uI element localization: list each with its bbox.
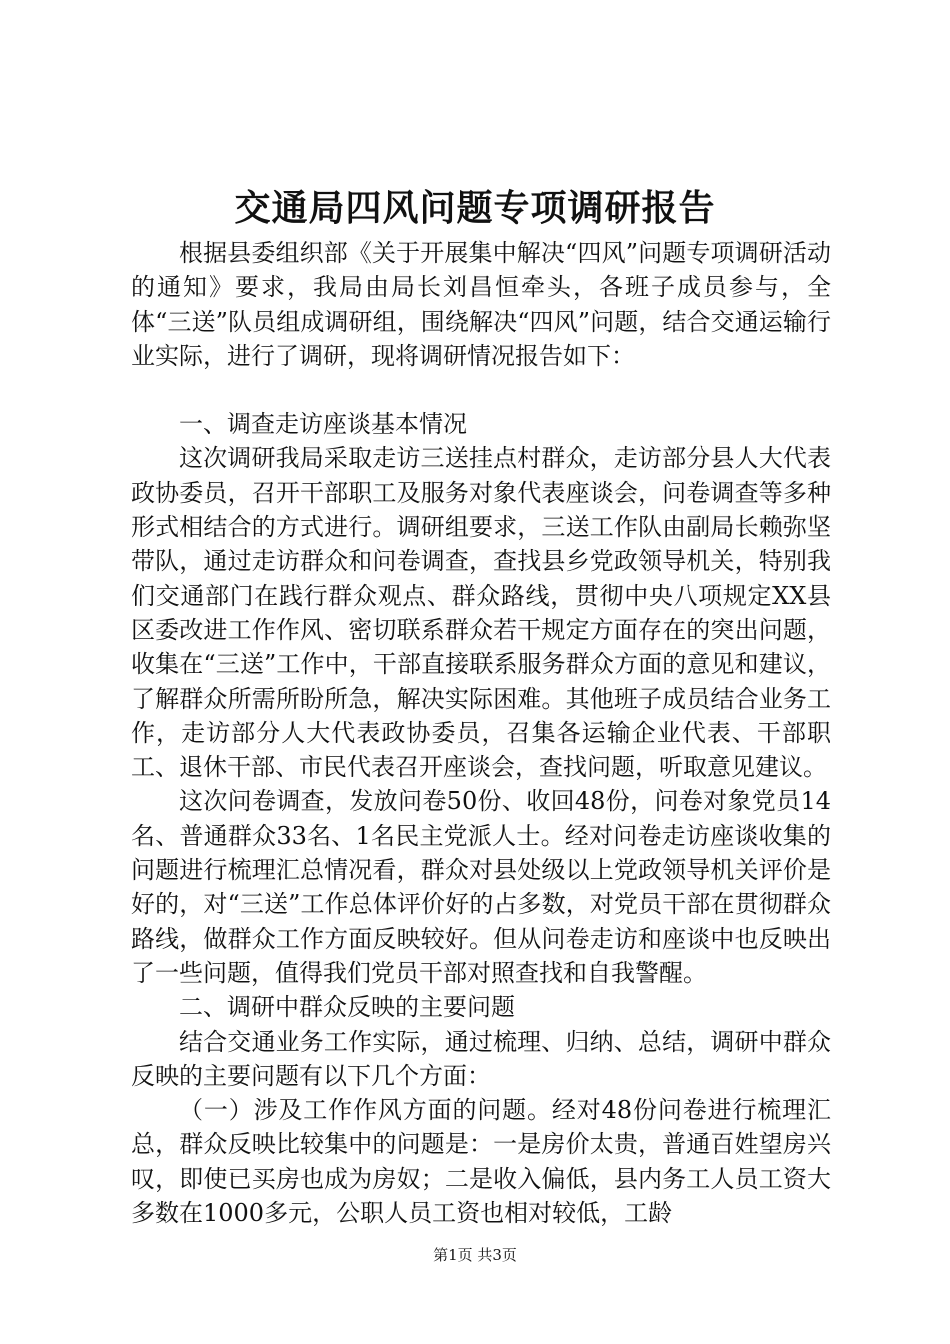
document-body: [131, 236, 831, 1230]
paragraph-gap: [131, 373, 831, 407]
page-footer: 第1页 共3页: [433, 1246, 517, 1264]
section-heading-2: 二、调研中群众反映的主要问题: [179, 993, 515, 1022]
section-2-paragraph-1: 结合交通业务工作实际，通过梳理、归纳、总结，调研中群众反映的主要问题有以下几个方面：: [131, 1027, 831, 1090]
section-2-paragraph-2: （一）涉及工作作风方面的问题。经对48份问卷进行梳理汇总，群众反映比较集中的问题是：一是房价太贵，普通百姓望房兴叹，即使已买房也成为房奴；二是收入偏低，县内务工人员工资大多数在1000多元，公职人员工资也相对较低，工龄: [131, 1096, 831, 1228]
intro-paragraph: 根据县委组织部《关于开展集中解决“四风”问题专项调研活动的通知》要求，我局由局长刘昌恒牵头，各班子成员参与，全体“三送”队员组成调研组，围绕解决“四风”问题，结合交通运输行业实际，进行了调研，现将调研情况报告如下：: [131, 239, 831, 370]
section-heading-1: 一、调查走访座谈基本情况: [179, 410, 467, 439]
section-1-paragraph-2: 这次问卷调查，发放问卷50份、收回48份，问卷对象党员14名、普通群众33名、1名民主党派人士。经对问卷走访座谈收集的问题进行梳理汇总情况看，群众对县处级以上党政领导机关评价是好的，对“三送”工作总体评价好的占多数，对党员干部在贯彻群众路线，做群众工作方面反映较好。但从问卷走访和座谈中也反映出了一些问题，值得我们党员干部对照查找和自我警醒。: [131, 787, 831, 987]
document-title: 交通局四风问题专项调研报告: [234, 187, 716, 229]
section-1-paragraph-1: 这次调研我局采取走访三送挂点村群众，走访部分县人大代表政协委员，召开干部职工及服务对象代表座谈会，问卷调查等多种形式相结合的方式进行。调研组要求，三送工作队由副局长赖弥坚带队，通过走访群众和问卷调查，查找县乡党政领导机关，特别我们交通部门在践行群众观点、群众路线，贯彻中央八项规定XX县区委改进工作作风、密切联系群众若干规定方面存在的突出问题，收集在“三送”工作中，干部直接联系服务群众方面的意见和建议，了解群众所需所盼所急，解决实际困难。其他班子成员结合业务工作，走访部分人大代表政协委员，召集各运输企业代表、干部职工、退休干部、市民代表召开座谈会，查找问题，听取意见建议。: [131, 444, 831, 782]
